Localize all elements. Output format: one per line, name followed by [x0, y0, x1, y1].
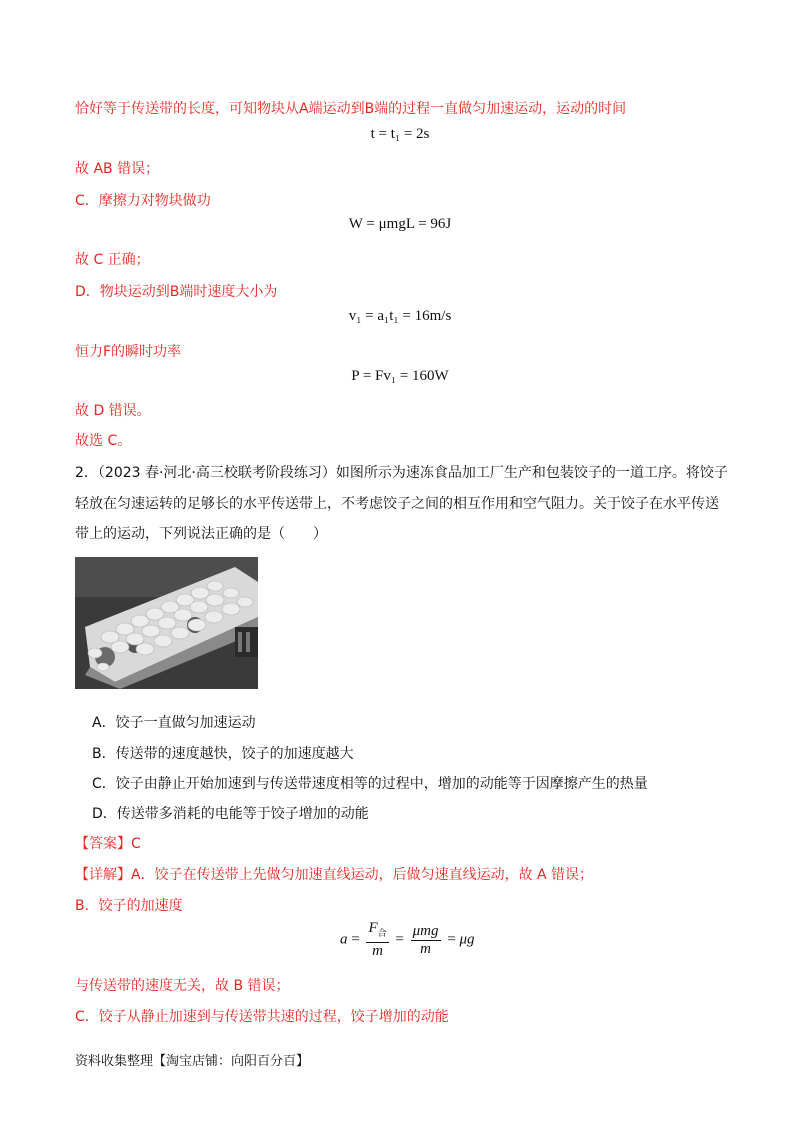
equation-power: P = Fv₁ = 160W	[351, 368, 449, 384]
explanation-line-4: 故 C 正确；	[75, 252, 150, 268]
question-line-2: 轻放在匀速运转的足够长的水平传送带上，不考虑饺子之间的相互作用和空气阻力。关于饺子在水平传送	[75, 496, 719, 512]
explanation-line-3: C．摩擦力对物块做功	[75, 193, 211, 209]
equation-time: t = t₁ = 2s	[370, 126, 430, 142]
option-d: D．传送带多消耗的电能等于饺子增加的动能	[92, 806, 369, 822]
answer-detail-4: C．饺子从静止加速到与传送带共速的过程，饺子增加的动能	[75, 1009, 449, 1025]
equation-velocity: v₁ = a₁t₁ = 16m/s	[348, 308, 452, 324]
answer-detail-2: B．饺子的加速度	[75, 898, 183, 914]
answer-detail-1: 【详解】A．饺子在传送带上先做匀加速直线运动，后做匀速直线运动，故 A 错误；	[75, 867, 594, 883]
explanation-line-1: 恰好等于传送带的长度，可知物块从A端运动到B端的过程一直做匀加速运动，运动的时间	[75, 101, 627, 117]
conveyor-belt-illustration	[75, 557, 258, 689]
explanation-line-5: D．物块运动到B端时速度大小为	[75, 284, 278, 300]
option-a: A．饺子一直做匀加速运动	[92, 715, 256, 731]
option-c: C．饺子由静止开始加速到与传送带速度相等的过程中，增加的动能等于因摩擦产生的热量	[92, 776, 648, 792]
explanation-line-6: 恒力F的瞬时功率	[75, 344, 182, 360]
answer-label: 【答案】C	[75, 836, 141, 852]
answer-detail-3: 与传送带的速度无关，故 B 错误；	[75, 978, 290, 994]
conveyor-belt-photo	[75, 557, 258, 689]
equation-work: W = μmgL = 96J	[348, 216, 452, 232]
option-b: B．传送带的速度越快，饺子的加速度越大	[92, 746, 354, 762]
explanation-line-2: 故 AB 错误；	[75, 161, 160, 177]
question-line-1: 2．（2023 春·河北·高三校联考阶段练习）如图所示为速冻食品加工厂生产和包装饺子的一道工序。将饺子	[75, 465, 728, 481]
explanation-line-8: 故选 C。	[75, 433, 132, 449]
question-line-3: 带上的运动，下列说法正确的是（ ）	[75, 526, 327, 542]
explanation-line-7: 故 D 错误。	[75, 403, 151, 419]
page-footer: 资料收集整理【淘宝店铺：向阳百分百】	[75, 1054, 310, 1069]
equation-acceleration: a = $\frac{F_合}{m}$ = $\frac{\text{μmg}}{m}$ = μg	[340, 920, 475, 959]
